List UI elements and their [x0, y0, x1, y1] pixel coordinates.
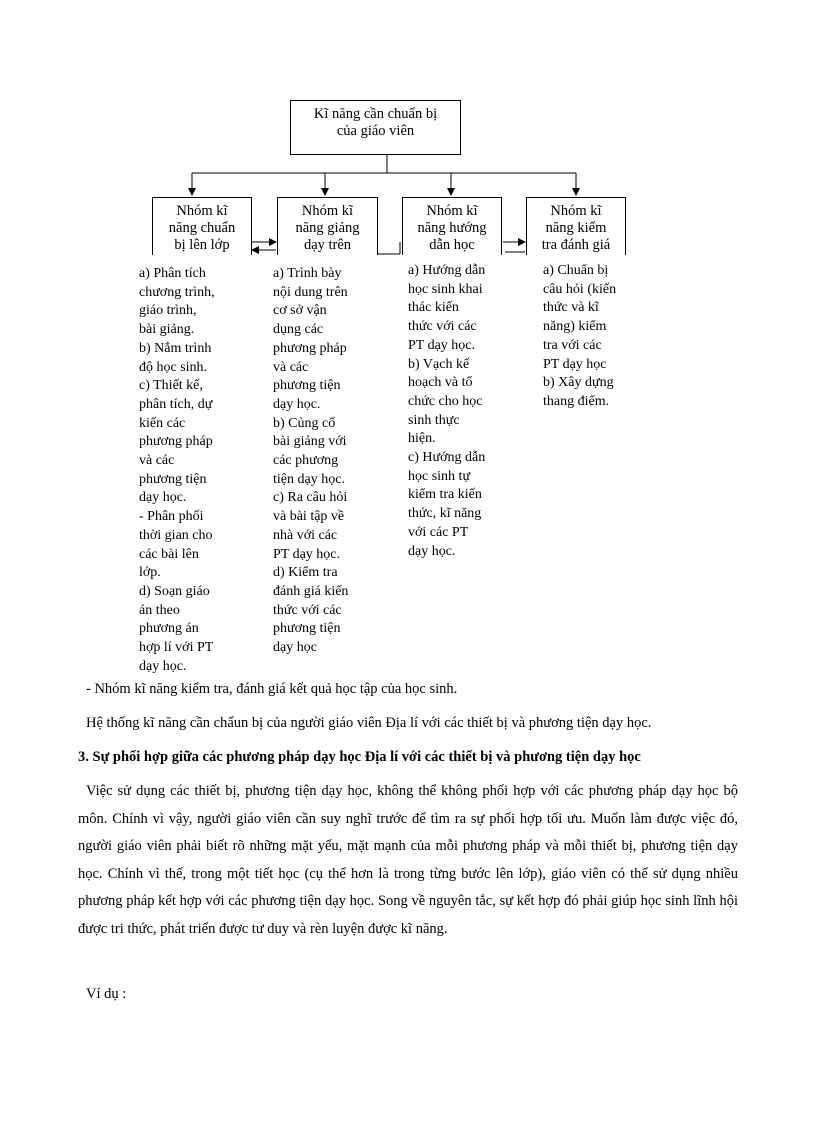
- group-item-line: các bài lên: [139, 546, 199, 562]
- group-item-line: a) Hướng dẫn: [408, 263, 486, 278]
- group-item-line: và các: [139, 453, 175, 469]
- group-item-line: bài giảng.: [139, 322, 195, 338]
- group-item-line: d) Kiểm tra: [273, 565, 338, 581]
- group-item-line: học sinh tự: [408, 468, 471, 484]
- group-item-line: nhà với các: [273, 527, 338, 543]
- group-item-line: phương án: [139, 621, 199, 637]
- group-item-line: độ học sinh.: [139, 359, 208, 375]
- group-item-line: dạy học.: [408, 543, 456, 559]
- group-item-line: dạy học: [273, 640, 317, 656]
- group-item-line: phương tiện: [273, 378, 341, 394]
- group-4-title-line: năng kiểm: [545, 220, 607, 236]
- group-item-line: hoạch và tổ: [408, 375, 473, 391]
- group-box-2: [277, 197, 378, 255]
- group-item-line: a) Phân tích: [139, 266, 206, 281]
- group-item-line: c) Ra câu hỏi: [273, 490, 348, 506]
- example-label: Ví dụ :: [86, 986, 127, 1002]
- group-1-title-line: Nhóm kĩ: [176, 203, 228, 219]
- group-item-line: kiểm tra kiến: [408, 487, 482, 503]
- group-2-title-line: dạy trên: [303, 237, 352, 253]
- group-item-line: thác kiến: [408, 300, 459, 316]
- group-box-3: [402, 197, 502, 255]
- root-line-2: của giáo viên: [336, 123, 415, 139]
- group-item-line: tra với các: [543, 337, 602, 353]
- diagram-caption: Hệ thống kĩ năng cần chẩun bị của người giáo viên Địa lí với các thiết bị và phương tiện dạy học.: [86, 715, 652, 731]
- group-4-title-line: Nhóm kĩ: [550, 203, 602, 219]
- group-item-line: c) Thiết kế,: [139, 378, 203, 394]
- group-1-title-line: năng chuẩn: [168, 220, 236, 236]
- group-item-line: - Phân phối: [139, 509, 204, 525]
- group-item-line: dạy học.: [139, 490, 187, 506]
- group-item-line: PT dạy học: [543, 356, 607, 372]
- group-item-line: thang điểm.: [543, 393, 610, 409]
- group-item-line: hiện.: [408, 431, 436, 447]
- group-item-line: và các: [273, 359, 309, 375]
- group-item-line: nội dung trên: [273, 284, 348, 300]
- group-item-line: sinh thực: [408, 412, 460, 428]
- group-1-items: [139, 265, 215, 676]
- group-item-line: câu hỏi (kiến: [543, 281, 617, 297]
- group-3-title-line: năng hướng: [417, 220, 487, 236]
- group-item-line: phương tiện: [139, 471, 207, 487]
- group-2-items: [273, 265, 348, 658]
- group-4-items: [543, 262, 616, 412]
- group-item-line: kiến các: [139, 415, 186, 431]
- group-item-line: phương pháp: [139, 434, 213, 450]
- group-item-line: tiện dạy học.: [273, 471, 345, 487]
- group-2-title-line: Nhóm kĩ: [301, 203, 354, 219]
- group-item-line: PT dạy học.: [273, 546, 341, 562]
- group-item-line: thức với các: [273, 602, 342, 618]
- group-item-line: án theo: [139, 602, 180, 618]
- group-item-line: d) Soạn giáo: [139, 583, 210, 599]
- group-item-line: phương tiện: [273, 621, 341, 637]
- group-3-items: [408, 262, 485, 561]
- group-1-title-line: bị lên lớp: [174, 237, 230, 253]
- root-line-1: Kĩ năng cần chuẩn bị: [313, 106, 438, 122]
- group-item-line: dạy học.: [139, 658, 187, 674]
- group-item-line: thức và kĩ: [543, 300, 599, 316]
- section-heading: 3. Sự phối hợp giữa các phương pháp dạy học Địa lí với các thiết bị và phương tiện dạy học: [78, 749, 641, 765]
- group-3-title-line: Nhóm kĩ: [426, 203, 478, 219]
- group-item-line: PT dạy học.: [408, 337, 476, 353]
- body-paragraph: Việc sử dụng các thiết bị, phương tiện dạy học, không thể không phối hợp với các phương pháp dạy học bộ môn. Chính vì vậy, người giáo viên cần suy nghĩ trước để tìm ra sự phối hợp tối ưu. Muốn làm được việc đó, người giáo viên phải biết rõ những mặt yếu, mặt mạnh của mỗi phương pháp và mỗi thiết bị, phương tiện dạy học. Chính vì thế, trong một tiết học (cụ thể hơn là trong từng bước lên lớp), giáo viên có thể sử dụng nhiều phương pháp kết hợp với các phương tiện dạy học. Song về nguyên tắc, sự kết hợp đó phải giúp học sinh lĩnh hội được tri thức, phát triển được tư duy và rèn luyện được kĩ năng.: [78, 783, 738, 937]
- group-item-line: b) Củng cố: [273, 415, 336, 431]
- group-item-line: chương trình,: [139, 284, 215, 300]
- root-box: [290, 100, 461, 155]
- group-2-title-line: năng giảng: [295, 220, 360, 236]
- group-item-line: c) Hướng dẫn: [408, 450, 486, 466]
- group-3-title-line: dẫn học: [429, 237, 475, 253]
- group-item-line: và bài tập về: [273, 509, 345, 525]
- group-item-line: năng) kiểm: [543, 319, 607, 335]
- group-item-line: b) Nắm trình: [139, 340, 212, 356]
- group-item-line: thức, kĩ năng: [408, 506, 482, 522]
- group-item-line: lớp.: [139, 565, 161, 581]
- group-item-line: với các PT: [408, 524, 469, 540]
- group-item-line: a) Trình bày: [273, 266, 342, 281]
- group-item-line: thức với các: [408, 319, 477, 335]
- group-item-line: dạy học.: [273, 396, 321, 412]
- group-item-line: b) Xây dựng: [543, 375, 614, 391]
- group-item-line: phân tích, dự: [139, 396, 213, 412]
- group-item-line: thời gian cho: [139, 527, 213, 543]
- group-item-line: học sinh khai: [408, 281, 483, 297]
- group-item-line: phương pháp: [273, 340, 347, 356]
- group-item-line: b) Vạch kế: [408, 356, 470, 372]
- group-box-4: [526, 197, 626, 255]
- group-item-line: các phương: [273, 453, 339, 469]
- group-item-line: dụng các: [273, 322, 324, 338]
- group-item-line: hợp lí với PT: [139, 640, 214, 656]
- group-4-title-line: tra đánh giá: [541, 237, 611, 253]
- group-item-line: bài giảng với: [273, 434, 347, 450]
- group-item-line: giáo trình,: [139, 303, 197, 319]
- group-item-line: cơ sở vận: [273, 303, 327, 319]
- bullet-line: - Nhóm kĩ năng kiểm tra, đánh giá kết quả học tập của học sinh.: [86, 681, 458, 697]
- group-item-line: đánh giá kiến: [273, 583, 349, 599]
- group-item-line: chức cho học: [408, 393, 483, 409]
- group-box-1: [152, 197, 252, 255]
- group-item-line: a) Chuẩn bị: [543, 263, 609, 278]
